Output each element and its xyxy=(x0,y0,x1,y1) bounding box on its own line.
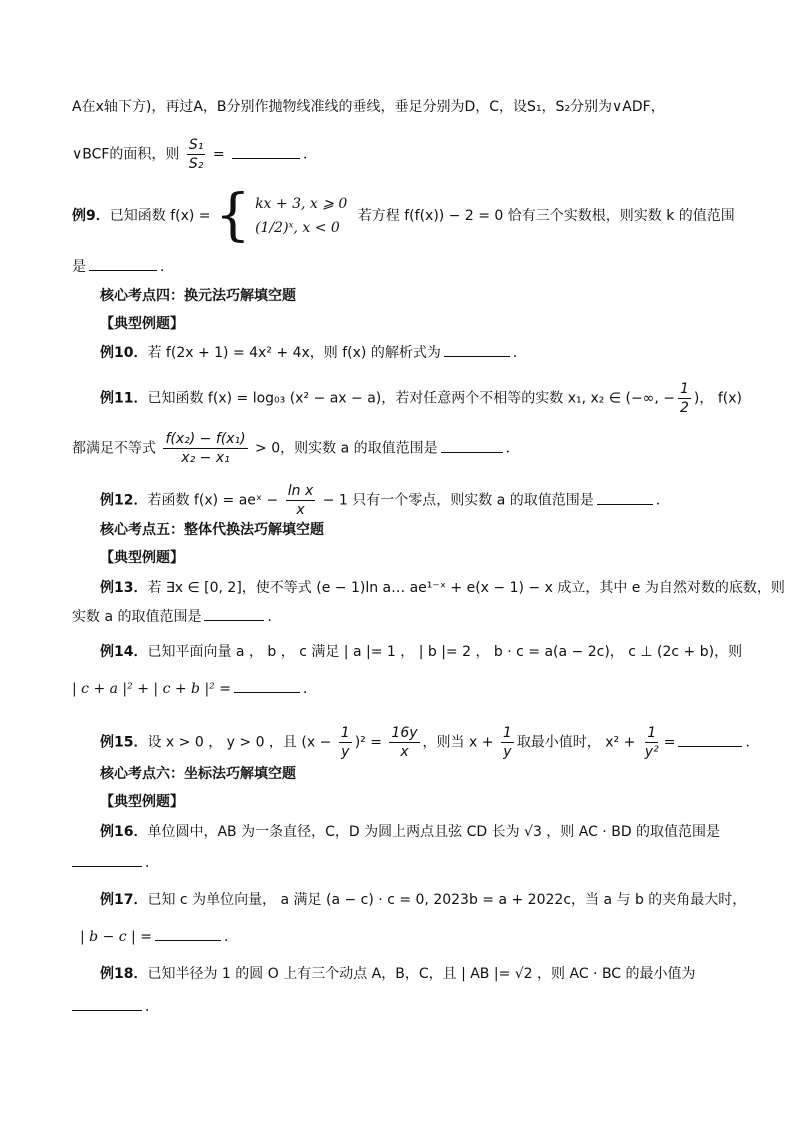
text-line: ． xyxy=(72,996,159,1017)
answer-blank[interactable] xyxy=(441,438,503,453)
text-line: A在x轴下方)，再过A，B分别作抛物线准线的垂线，垂足分别为D，C，设S₁，S₂分别为∨ADF， xyxy=(72,99,665,115)
example-16: 例16．单位圆中，AB 为一条直径，C，D 为圆上两点且弦 CD 长为 √3 ，则 AC · BD 的取值范围是 xyxy=(100,824,721,840)
section-heading: 核心考点六：坐标法巧解填空题 xyxy=(100,766,296,782)
example-12: 例12．若函数 f(x) = aeˣ − $\frac{\text{ln x}}{x}$ − 1 只有一个零点，则实数 a 的取值范围是 ． xyxy=(100,483,670,518)
text-line: ∨BCF的面积，则 $\frac{\text{S₁}}{\text{S₂}}$ = ． xyxy=(72,137,318,172)
example-13: 例13．若 ∃x ∈ [0, 2]，使不等式 (e − 1)ln a… ae¹⁻ˣ + e(x − 1) − x 成立，其中 e 为自然对数的底数，则 xyxy=(100,580,785,596)
example-18: 例18．已知半径为 1 的圆 O 上有三个动点 A，B，C，且 | AB |= √2 ，则 AC · BC 的最小值为 xyxy=(100,966,696,982)
answer-blank[interactable] xyxy=(597,490,653,505)
answer-blank[interactable] xyxy=(232,144,300,159)
section-subheading: 【典型例题】 xyxy=(100,550,184,566)
text-line: 是 ． xyxy=(72,256,174,277)
answer-blank[interactable] xyxy=(678,732,742,747)
example-15: 例15．设 x > 0 ， y > 0 ，且 (x − $\frac{1}{y}$ )² = $\frac{16y}{x}$ ，则当 x + $\frac{1}{y}$ 取最小值时， x² + $\frac{1}{\text{y²}}$ = ． xyxy=(100,725,760,760)
text-line: 都满足不等式 $\frac{\text{f(x₂) − f(x₁)}}{\text{x₂ − x₁}}$ > 0，则实数 a 的取值范围是 ． xyxy=(72,431,520,466)
example-9: 例9．已知函数 f(x) = { kx + 3, x ⩾ 0 (1/2)ˣ, x < 0 若方程 f(f(x)) − 2 = 0 恰有三个实数根，则实数 k 的值范围 xyxy=(72,183,735,248)
answer-blank[interactable] xyxy=(444,342,510,357)
text-line: ． xyxy=(72,852,159,873)
text-line: | c + a |² + | c + b |² = ． xyxy=(72,678,317,699)
text-line: | b − c | = ． xyxy=(80,926,238,947)
example-14: 例14．已知平面向量 a ， b ， c 满足 | a |= 1 ， | b |= 2 ， b · c = a(a − 2c)， c ⊥ (2c + b)，则 xyxy=(100,644,743,660)
answer-blank[interactable] xyxy=(72,996,142,1011)
text-line: 实数 a 的取值范围是 ． xyxy=(72,606,281,627)
piecewise: kx + 3, x ⩾ 0 (1/2)ˣ, x < 0 xyxy=(255,196,348,236)
answer-blank[interactable] xyxy=(89,256,157,271)
section-heading: 核心考点五：整体代换法巧解填空题 xyxy=(100,522,324,538)
example-11: 例11．已知函数 f(x) = log₀₃ (x² − ax − a)，若对任意两个不相等的实数 x₁, x₂ ∈ (−∞, − $\frac{1}{2}$ )， f(x) xyxy=(100,381,742,416)
section-heading: 核心考点四：换元法巧解填空题 xyxy=(100,288,296,304)
section-subheading: 【典型例题】 xyxy=(100,794,184,810)
answer-blank[interactable] xyxy=(155,926,221,941)
answer-blank[interactable] xyxy=(234,678,300,693)
brace-icon: { xyxy=(214,183,251,248)
answer-blank[interactable] xyxy=(72,852,142,867)
answer-blank[interactable] xyxy=(204,606,264,621)
example-17: 例17．已知 c 为单位向量， a 满足 (a − c) · c = 0, 2023b = a + 2022c，当 a 与 b 的夹角最大时， xyxy=(100,892,747,908)
example-10: 例10．若 f(2x + 1) = 4x² + 4x，则 f(x) 的解析式为 ． xyxy=(100,342,527,363)
section-subheading: 【典型例题】 xyxy=(100,316,184,332)
fraction: $\frac{\text{S₁}}{\text{S₂}}$ xyxy=(188,137,204,172)
